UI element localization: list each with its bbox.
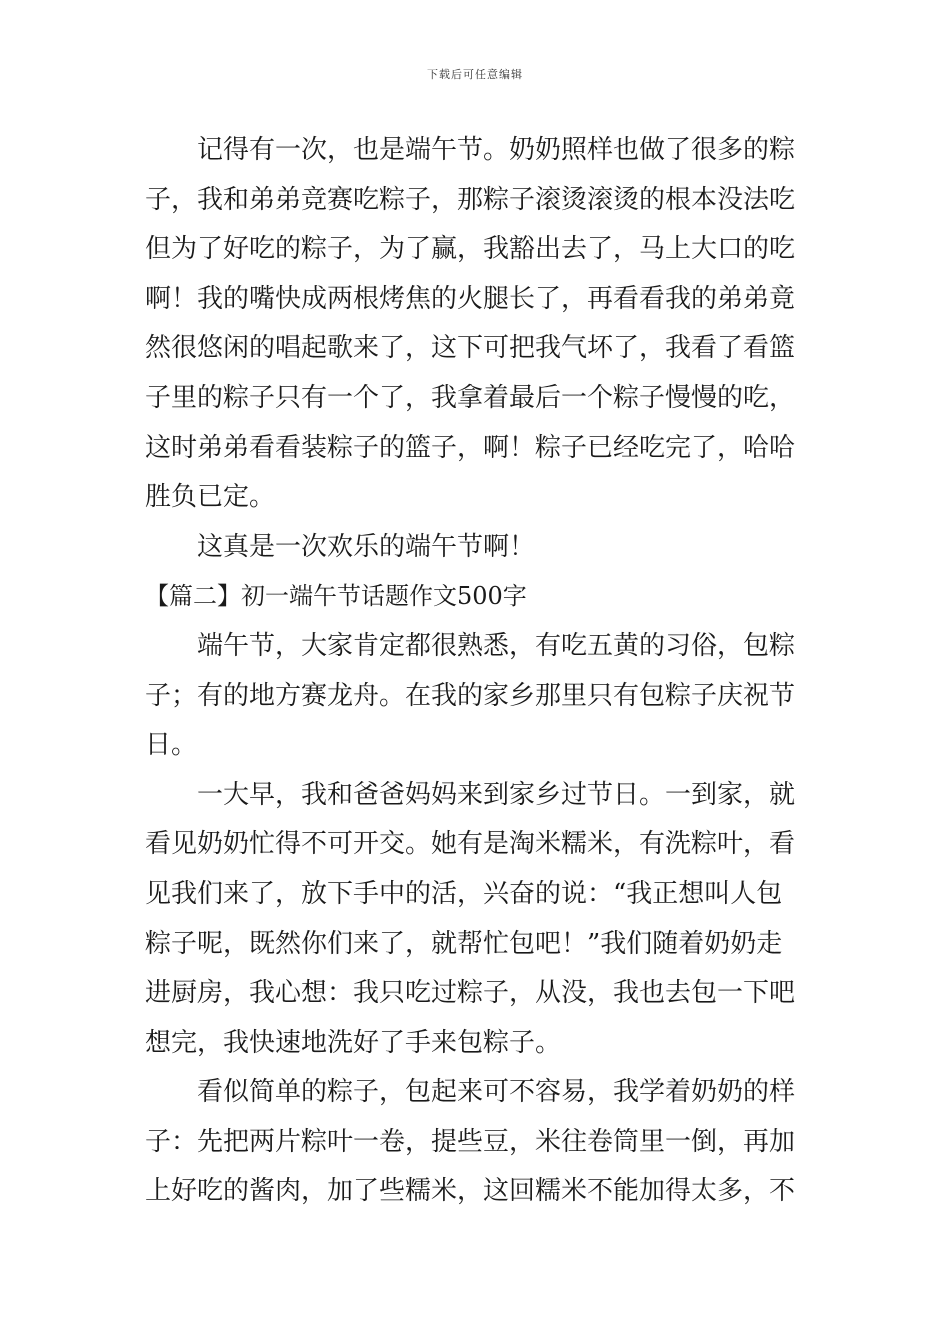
text-line: 看见奶奶忙得不可开交。她有是淘米糯米，有洗粽叶，看 <box>145 829 796 860</box>
text-line: 子里的粽子只有一个了，我拿着最后一个粽子慢慢的吃， <box>145 382 796 413</box>
text-line: 进厨房，我心想：我只吃过粽子，从没，我也去包一下吧 <box>145 978 796 1009</box>
text-line: 上好吃的酱肉，加了些糯米，这回糯米不能加得太多，不 <box>145 1176 796 1207</box>
text-line: 见我们来了，放下手中的活，兴奋的说：“我正想叫人包 <box>145 878 783 909</box>
section-heading: 【篇二】初一端午节话题作文500字 <box>145 582 527 611</box>
text-line: 啊！我的嘴快成两根烤焦的火腿长了，再看看我的弟弟竟 <box>145 283 796 314</box>
document-body <box>145 126 810 1217</box>
text-line: 胜负已定。 <box>145 482 276 513</box>
text-line: 这真是一次欢乐的端午节啊！ <box>197 531 536 562</box>
text-line: 想完，我快速地洗好了手来包粽子。 <box>145 1027 562 1058</box>
text-line: 但为了好吃的粽子，为了赢，我豁出去了，马上大口的吃 <box>145 234 796 265</box>
text-line: 子；有的地方赛龙舟。在我的家乡那里只有包粽子庆祝节 <box>145 680 796 711</box>
page-header: 下载后可任意编辑 <box>427 68 523 81</box>
text-line: 子，我和弟弟竞赛吃粽子，那粽子滚烫滚烫的根本没法吃 <box>145 184 796 215</box>
text-line: 这时弟弟看看装粽子的篮子，啊！粽子已经吃完了，哈哈 <box>145 432 796 463</box>
text-line: 记得有一次，也是端午节。奶奶照样也做了很多的粽 <box>197 135 796 165</box>
text-line: 子：先把两片粽叶一卷，提些豆，米往卷筒里一倒，再加 <box>145 1126 796 1157</box>
text-line: 端午节，大家肯定都很熟悉，有吃五黄的习俗，包粽 <box>197 630 796 661</box>
text-line: 粽子呢，既然你们来了，就帮忙包吧！”我们随着奶奶走 <box>145 928 783 959</box>
text-line: 看似简单的粽子，包起来可不容易，我学着奶奶的样 <box>197 1077 796 1108</box>
text-line: 一大早，我和爸爸妈妈来到家乡过节日。一到家，就 <box>197 779 796 810</box>
text-line: 日。 <box>145 730 198 761</box>
text-line: 然很悠闲的唱起歌来了，这下可把我气坏了，我看了看篮 <box>145 333 796 364</box>
